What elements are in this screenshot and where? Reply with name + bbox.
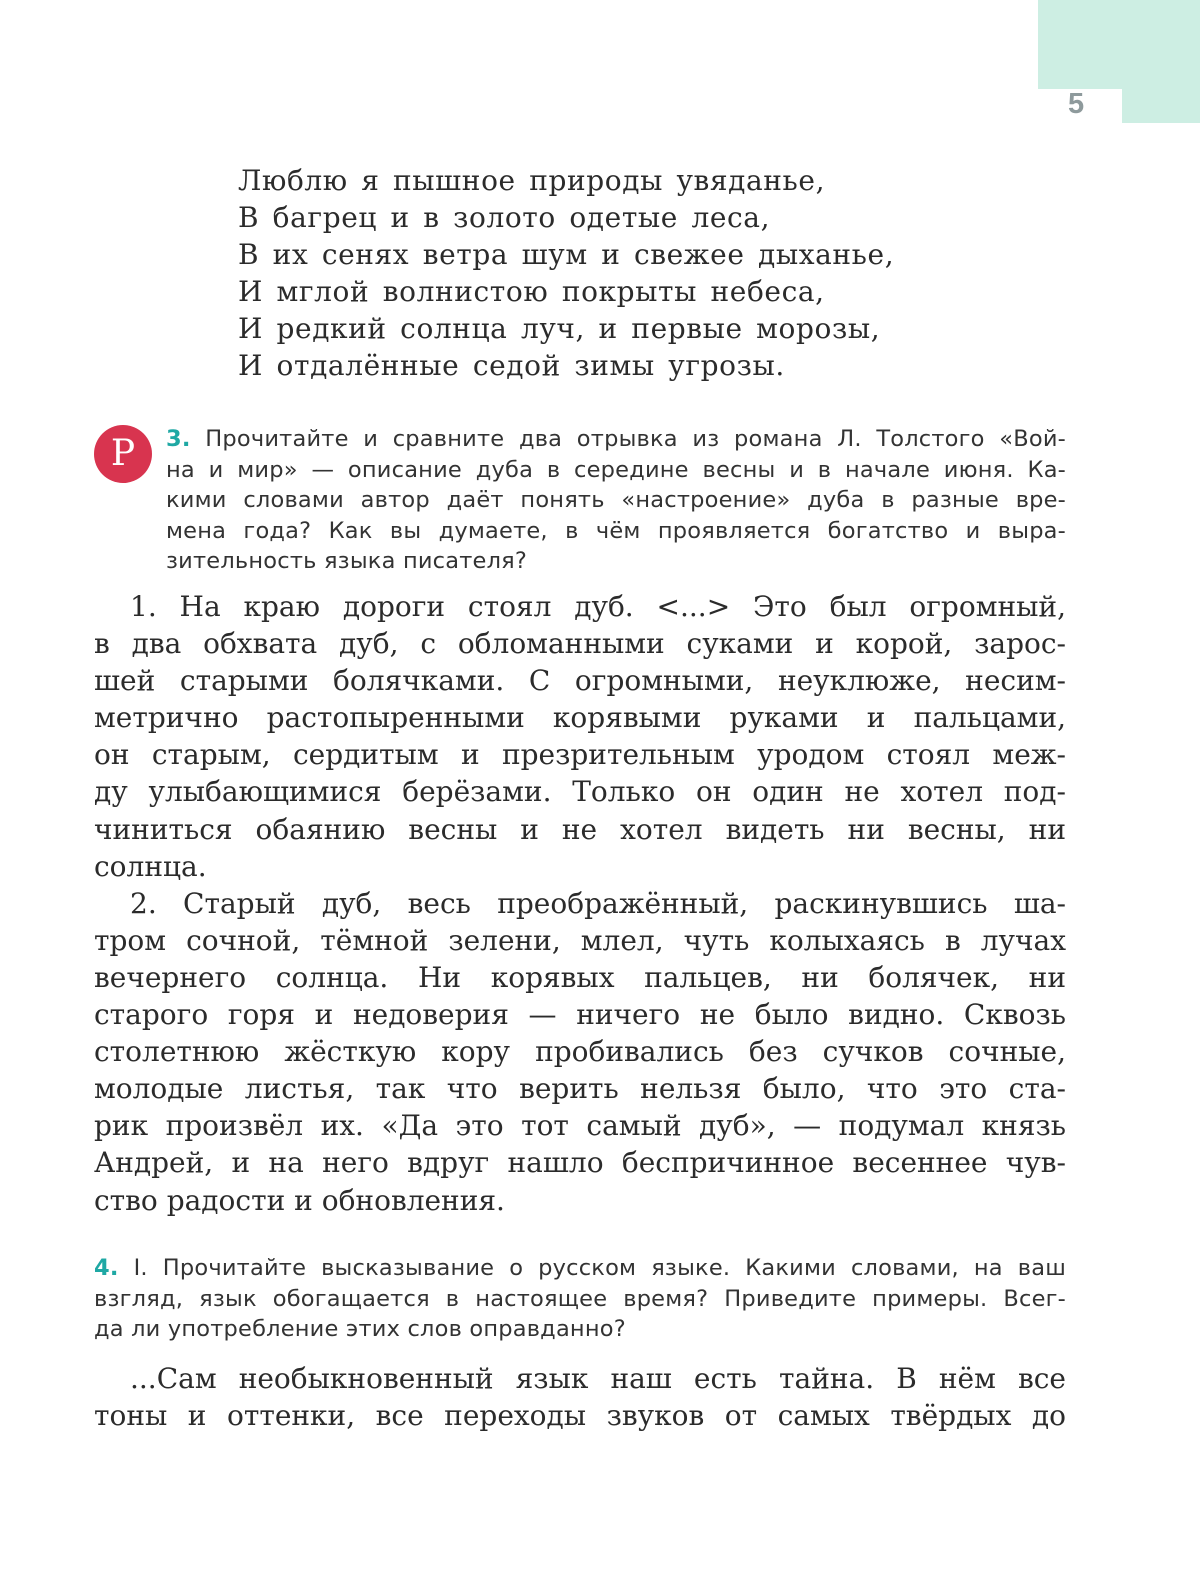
task-line: взгляд, язык обогащается в настоящее время? Приведите примеры. Всег- [94,1285,1066,1312]
task-number: 3. [166,426,191,452]
task-line [94,1253,1066,1284]
poem-line: В их сенях ветра шум и свежее дыханье, [238,238,895,271]
prose-line: метрично растопыренными корявыми руками и пальцами, [94,701,1066,735]
poem [238,162,1038,384]
prose-line: ду улыбающимися берёзами. Только он один не хотел под- [94,775,1066,809]
quote-about-language [94,1360,1066,1434]
poem-line: Люблю я пышное природы увяданье, [238,164,826,197]
prose-line: ство радости и обновления. [94,1183,505,1217]
prose-line: 2. Старый дуб, весь преображённый, раскинувшись ша- [130,886,1066,920]
task-4 [94,1253,1066,1345]
task-line: да ли употребление этих слов оправданно? [94,1316,626,1343]
task-line: зительность языка писателя? [166,548,528,575]
page-number: 5 [1068,88,1085,120]
task-text: Прочитайте и сравните два отрывка из романа Л. Толстого «Вой- [205,426,1066,452]
prose-line: молодые листья, так что верить нельзя было, что это ста- [94,1072,1066,1106]
task-text: I. Прочитайте высказывание о русском языке. Какими словами, на ваш [133,1255,1066,1281]
prose-line: столетнюю жёсткую кору пробивались без сучков сочные, [94,1035,1066,1069]
task-number: 4. [94,1255,119,1281]
task-3 [166,424,1066,577]
poem-line: В багрец и в золото одетые леса, [238,201,771,234]
task-line: кими словами автор даёт понять «настроение» дуба в разные вре- [166,487,1066,514]
prose-line: в два обхвата дуб, с обломанными суками и корой, зарос- [94,627,1066,661]
prose-line: шей старыми болячками. С огромными, неуклюже, несим- [94,664,1066,698]
prose-line: старого горя и недоверия — ничего не было видно. Сквозь [94,998,1066,1032]
task-line: на и мир» — описание дуба в середине весны и в начале июня. Ка- [166,456,1066,483]
prose-line: ...Сам необыкновенный язык наш есть тайна. В нём все [130,1362,1066,1395]
task-line: мена года? Как вы думаете, в чём проявляется богатство и выра- [166,517,1066,544]
tolstoy-excerpts [94,588,1066,1219]
prose-line: рик произвёл их. «Да это тот самый дуб», — подумал князь [94,1109,1066,1143]
prose-line: тоны и оттенки, все переходы звуков от самых твёрдых до [94,1399,1066,1433]
prose-line: тром сочной, тёмной зелени, млел, чуть колыхаясь в лучах [94,923,1066,957]
prose-line: он старым, сердитым и презрительным уродом стоял меж- [94,738,1066,772]
page-corner-tab [1038,0,1200,89]
prose-line: вечернего солнца. Ни корявых пальцев, ни болячек, ни [94,960,1066,994]
poem-line: И редкий солнца луч, и первые морозы, [238,312,881,345]
prose-line: солнца. [94,849,207,883]
poem-line: И мглой волнистою покрыты небеса, [238,275,825,308]
prose-line: 1. На краю дороги стоял дуб. <...> Это был огромный, [130,590,1066,623]
poem-line: И отдалённые седой зимы угрозы. [238,349,785,382]
task-line [166,424,1066,455]
speech-development-badge: Р [94,425,152,483]
prose-line: Андрей, и на него вдруг нашло беспричинное весеннее чув- [94,1146,1066,1180]
prose-line: чиниться обаянию весны и не хотел видеть ни весны, ни [94,812,1066,846]
page-corner-tab-lower [1122,89,1200,123]
